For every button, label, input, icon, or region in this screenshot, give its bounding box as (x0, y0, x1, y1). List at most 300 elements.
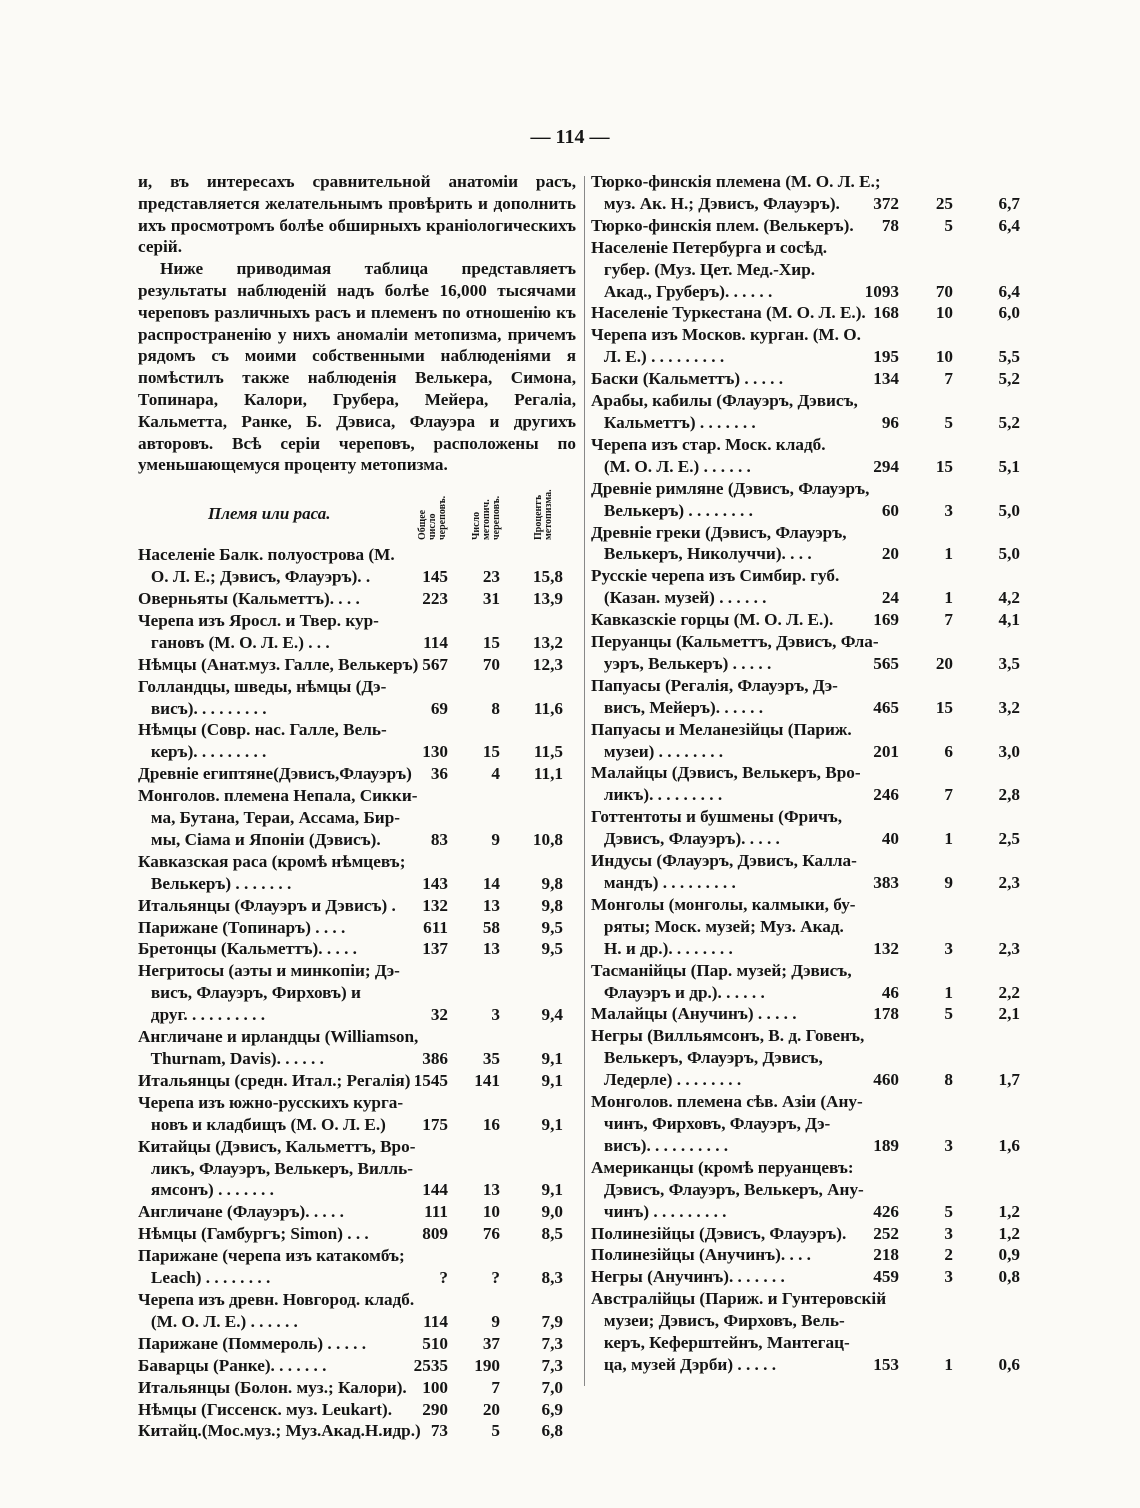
tribe-name-line: чинъ) . . . . . . . . . (591, 1201, 727, 1221)
tribe-name-line: Leach) . . . . . . . . (138, 1268, 271, 1288)
tribe-name (591, 1266, 853, 1288)
tribe-name (591, 1157, 864, 1223)
tribe-name (138, 1245, 410, 1289)
total-skulls: 100 (422, 1377, 448, 1397)
metopism-percent: 6,4 (998, 215, 1020, 235)
total-skulls: 460 (873, 1070, 899, 1090)
total-skulls: 134 (873, 369, 899, 389)
tribe-name (591, 960, 853, 1004)
tribe-name (138, 1201, 410, 1223)
tribe-name-line: ямсонъ) . . . . . . . (138, 1180, 274, 1200)
tribe-name-line: Малайцы (Анучинъ) . . . . . (591, 1004, 797, 1024)
table-row (138, 1026, 576, 1070)
table-row (591, 894, 1029, 960)
tribe-name-line: Негритосы (аэты и минкопіи; Дэ- (138, 961, 400, 981)
metopism-percent: 2,3 (998, 938, 1020, 958)
metopic-skulls: 15 (482, 632, 500, 652)
table-row (591, 522, 1029, 566)
tribe-name-line: Населеніе Петербурга и сосѣд. (591, 237, 828, 257)
tribe-name-line: Велькеръ) . . . . . . . . (591, 500, 753, 520)
table-row (138, 1289, 576, 1333)
metopism-percent: 6,8 (541, 1421, 563, 1441)
tribe-name (138, 1136, 416, 1202)
metopic-skulls: 37 (482, 1333, 500, 1353)
tribe-name-line: Населеніе Балк. полуострова (М. (138, 545, 395, 565)
tribe-name (591, 1091, 863, 1157)
tribe-name (138, 895, 410, 917)
tribe-name-line: висъ, Мейеръ). . . . . . (591, 697, 764, 717)
tribe-name-line: Баски (Кальметтъ) . . . . . (591, 369, 784, 389)
tribe-name-line: Бретонцы (Кальметтъ). . . . . (138, 939, 357, 959)
metopic-skulls: 9 (944, 873, 953, 892)
tribe-name-line: Негры (Вилльямсонъ, В. д. Говенъ, (591, 1026, 865, 1046)
table-row (138, 895, 576, 917)
total-skulls: 195 (873, 347, 899, 367)
tribe-name-line: Китайц.(Мос.муз.; Муз.Акад.Н.идр.) (138, 1421, 421, 1441)
tribe-name (591, 434, 853, 478)
tribe-name (591, 171, 881, 215)
metopic-skulls: 14 (482, 873, 500, 893)
table-row (591, 1223, 1029, 1245)
table-row (591, 675, 1029, 719)
metopism-percent: 6,7 (998, 193, 1020, 213)
tribe-name (138, 1377, 410, 1399)
tribe-name (138, 960, 410, 1026)
tribe-name-line: Thurnam, Davis). . . . . . (138, 1049, 324, 1068)
table-row (138, 763, 576, 785)
total-skulls: 46 (881, 982, 899, 1002)
tribe-name-line: Итальянцы (средн. Итал.; Регалія) (138, 1070, 411, 1090)
total-skulls: 130 (422, 742, 448, 762)
metopic-skulls: 1 (944, 1354, 953, 1374)
tribe-name (591, 1244, 853, 1266)
right-column (591, 171, 1029, 1376)
metopism-percent: 9,1 (541, 1180, 563, 1200)
table-row (591, 390, 1029, 434)
metopic-skulls: 7 (491, 1377, 500, 1397)
total-skulls: 175 (422, 1114, 448, 1134)
table-row (591, 1288, 1029, 1376)
metopic-skulls: 13 (482, 895, 500, 915)
total-skulls: 218 (873, 1245, 899, 1265)
tribe-name-line: Черепа изъ древн. Новгород. кладб. (138, 1289, 415, 1309)
tribe-name-line: ма, Бутана, Тераи, Ассама, Бир- (138, 808, 400, 828)
table-row (138, 544, 576, 588)
tribe-name-line: Китайцы (Дэвисъ, Кальметтъ, Вро- (138, 1136, 416, 1156)
tribe-name (138, 1333, 410, 1355)
tribe-name-line: ликъ). . . . . . . . . (591, 785, 723, 805)
right-table (591, 171, 1029, 1376)
metopic-column-header: Число метопич. череповъ. (471, 496, 502, 541)
table-row (591, 324, 1029, 368)
total-skulls: 60 (881, 500, 899, 520)
total-skulls: 20 (881, 544, 899, 564)
tribe-name-line: Русскіе черепа изъ Симбир. губ. (591, 566, 840, 586)
metopic-skulls: 5 (491, 1421, 500, 1441)
tribe-name-line: Кавказскіе горцы (М. О. Л. Е.). (591, 610, 834, 630)
table-row (138, 851, 576, 895)
metopism-percent: 2,1 (998, 1004, 1020, 1024)
table-row (138, 1201, 576, 1223)
tribe-name (138, 851, 410, 895)
tribe-name (138, 763, 410, 785)
tribe-name (591, 631, 879, 675)
table-row (591, 434, 1029, 478)
metopism-percent: 2,8 (998, 785, 1020, 805)
tribe-name (138, 1355, 410, 1377)
total-skulls: 459 (873, 1267, 899, 1287)
total-skulls: ? (439, 1268, 448, 1288)
metopic-skulls: 35 (482, 1049, 500, 1068)
metopic-skulls: 141 (474, 1070, 500, 1090)
total-skulls: 153 (873, 1354, 899, 1374)
metopism-percent: 0,6 (998, 1354, 1020, 1374)
metopism-percent: 13,2 (532, 632, 563, 652)
tribe-name (138, 1289, 415, 1333)
total-skulls: 168 (873, 303, 899, 323)
tribe-name-line: мы, Сіама и Японіи (Дэвисъ). (138, 829, 381, 849)
tribe-name-line: Тюрко-финскія племена (М. О. Л. Е.; (591, 172, 881, 191)
table-row (591, 302, 1029, 324)
metopism-percent: 9,1 (541, 1070, 563, 1090)
total-skulls: 24 (881, 588, 899, 608)
metopism-percent: 5,1 (998, 456, 1020, 476)
table-row (591, 1266, 1029, 1288)
tribe-name-line: Готтентоты и бушмены (Фричъ, (591, 807, 843, 827)
tribe-name-line: ряты; Моск. музей; Муз. Акад. (591, 916, 844, 936)
metopic-skulls: 76 (482, 1224, 500, 1244)
total-skulls: 32 (430, 1005, 448, 1025)
metopism-percent: 12,3 (532, 654, 563, 674)
tribe-name (591, 324, 861, 368)
metopic-skulls: 70 (482, 654, 500, 674)
tribe-name (138, 917, 410, 939)
table-row (591, 960, 1029, 1004)
tribe-name-line: Велькеръ) . . . . . . . (138, 873, 292, 893)
tribe-name (591, 675, 853, 719)
metopism-percent: 6,4 (998, 281, 1020, 301)
tribe-name (591, 762, 861, 806)
table-row (591, 368, 1029, 390)
tribe-name-line: Оверньяты (Кальметтъ). . . . (138, 588, 360, 608)
table-row (138, 1245, 576, 1289)
tribe-name-line: Монголов. племена сѣв. Азіи (Ану- (591, 1092, 863, 1112)
metopic-skulls: 3 (944, 500, 953, 520)
table-row (138, 960, 576, 1026)
metopism-percent: 7,3 (541, 1333, 563, 1353)
metopism-percent: 3,5 (998, 653, 1020, 673)
total-skulls: 252 (873, 1223, 899, 1243)
tribe-name-line: Парижане (Топинаръ) . . . . (138, 917, 346, 937)
tribe-name-line: Тасманійцы (Пар. музей; Дэвисъ, (591, 960, 852, 980)
tribe-name-line: Папуасы и Меланезійцы (Париж. (591, 719, 852, 739)
tribe-name-line: губер. (Муз. Цет. Мед.-Хир. (591, 259, 816, 279)
metopic-skulls: 1 (944, 982, 953, 1002)
table-row (138, 610, 576, 654)
tribe-name (138, 676, 410, 720)
tribe-name-line: Кавказская раса (кромѣ нѣмцевъ; (138, 851, 406, 871)
metopic-skulls: 6 (944, 741, 953, 761)
tribe-name-line: Велькеръ, Флауэръ, Дэвисъ, (591, 1048, 823, 1068)
tribe-name-line: гановъ (М. О. Л. Е.) . . . (138, 632, 330, 652)
total-skulls: 111 (424, 1202, 448, 1222)
total-skulls: 78 (881, 215, 899, 235)
metopism-percent: 10,8 (532, 829, 563, 849)
tribe-name (138, 610, 410, 654)
table-row (138, 1355, 576, 1377)
tribe-name (138, 544, 410, 588)
tribe-name-line: новъ и кладбищъ (М. О. Л. Е.) (138, 1114, 386, 1134)
tribe-name-line: висъ). . . . . . . . . . (591, 1135, 729, 1155)
total-skulls: 294 (873, 456, 899, 476)
table-row (138, 654, 576, 676)
metopism-percent: 15,8 (532, 567, 563, 587)
tribe-name-line: Флауэръ и др.). . . . . . (591, 982, 765, 1002)
tribe-name (138, 588, 410, 610)
metopism-percent: 6,0 (998, 303, 1020, 323)
tribe-name-line: ликъ, Флауэръ, Велькеръ, Вилль- (138, 1158, 413, 1178)
total-skulls: 246 (873, 785, 899, 805)
metopic-skulls: 9 (491, 1311, 500, 1331)
metopic-skulls: 9 (491, 829, 500, 849)
metopic-skulls: 7 (944, 610, 953, 630)
table-row (138, 588, 576, 610)
total-skulls: 2535 (413, 1355, 448, 1375)
table-row (591, 215, 1029, 237)
tribe-name (591, 478, 870, 522)
total-skulls: 372 (873, 193, 899, 213)
tribe-name (591, 609, 853, 631)
total-skulls: 1093 (864, 281, 899, 301)
total-skulls: 1545 (413, 1070, 448, 1090)
metopic-skulls: 16 (482, 1114, 500, 1134)
metopic-skulls: 4 (491, 764, 500, 784)
tribe-name (138, 654, 419, 676)
tribe-name-line: музеи) . . . . . . . . (591, 741, 724, 761)
tribe-name (138, 1420, 421, 1442)
metopism-percent: 9,0 (541, 1202, 563, 1222)
metopism-percent: 5,5 (998, 347, 1020, 367)
metopism-percent: 5,0 (998, 500, 1020, 520)
metopism-percent: 1,2 (998, 1223, 1020, 1243)
intro-text (138, 171, 576, 476)
tribe-name-line: Дэвисъ, Флауэръ). . . . . (591, 829, 780, 849)
left-column (138, 171, 576, 1442)
tribe-name-line: Черепа изъ Москов. курган. (М. О. (591, 325, 861, 345)
total-skulls: 223 (422, 588, 448, 608)
total-skulls: 201 (873, 741, 899, 761)
table-row (138, 1223, 576, 1245)
tribe-name-line: муз. Ак. Н.; Дэвисъ, Флауэръ). (591, 193, 840, 213)
tribe-name (138, 719, 410, 763)
metopism-percent: 5,2 (998, 412, 1020, 432)
tribe-column-header: Племя или раса. (208, 504, 331, 524)
total-skulls: 73 (430, 1421, 448, 1441)
intro-paragraph-1: и, въ интересахъ сравнительной анатоміи расъ, представляется желательнымъ провѣрить и дополнить ихъ просмотромъ болѣе обширныхъ краніологическихъ серій. (138, 172, 576, 257)
total-skulls: 290 (422, 1399, 448, 1419)
table-row (138, 1070, 576, 1092)
tribe-name-line: Негры (Анучинъ). . . . . . . (591, 1267, 785, 1287)
tribe-name-line: Индусы (Флауэръ, Дэвисъ, Калла- (591, 851, 857, 871)
table-row (138, 1420, 576, 1442)
page-number: — 114 — (530, 126, 610, 148)
total-column-header: Общее число череповъ. (417, 496, 448, 541)
metopism-percent: 11,6 (533, 698, 563, 718)
metopic-skulls: 13 (482, 939, 500, 959)
table-row (591, 762, 1029, 806)
tribe-name (591, 215, 853, 237)
metopism-percent: 5,0 (998, 544, 1020, 564)
metopic-skulls: 10 (935, 303, 953, 323)
metopism-percent: 2,2 (998, 982, 1020, 1002)
metopism-percent: 7,3 (541, 1355, 563, 1375)
total-skulls: 567 (422, 654, 448, 674)
tribe-name-line: висъ, Флауэръ, Фирховъ) и (138, 983, 361, 1003)
metopic-skulls: 10 (482, 1202, 500, 1222)
table-row (591, 1244, 1029, 1266)
metopic-skulls: 20 (482, 1399, 500, 1419)
metopism-percent: 9,1 (541, 1049, 563, 1068)
total-skulls: 143 (422, 873, 448, 893)
tribe-name-line: Тюрко-финскія плем. (Велькеръ). (591, 215, 854, 235)
tribe-name-line: Ледерле) . . . . . . . . (591, 1070, 742, 1090)
tribe-name-line: Монголы (монголы, калмыки, бу- (591, 894, 856, 914)
total-skulls: 383 (873, 873, 899, 892)
metopism-percent: 13,9 (532, 588, 563, 608)
tribe-name-line: Велькеръ, Николуччи). . . . (591, 544, 812, 564)
tribe-name-line: Древніе римляне (Дэвисъ, Флауэръ, (591, 478, 870, 498)
metopism-percent: 2,5 (998, 829, 1020, 849)
tribe-name-line: Арабы, кабилы (Флауэръ, Дэвисъ, (591, 391, 858, 411)
table-header (138, 482, 576, 544)
metopic-skulls: 15 (482, 742, 500, 762)
table-row (591, 1025, 1029, 1091)
tribe-name (138, 938, 410, 960)
tribe-name (591, 719, 853, 763)
metopic-skulls: 3 (944, 1267, 953, 1287)
metopism-percent: 11,1 (533, 764, 563, 784)
tribe-name-line: (Казан. музей) . . . . . . (591, 588, 767, 608)
metopism-percent: 3,0 (998, 741, 1020, 761)
tribe-name (591, 390, 858, 434)
tribe-name-line: Древніе египтяне(Дэвисъ,Флауэръ) (138, 764, 412, 784)
table-row (591, 806, 1029, 850)
total-skulls: 809 (422, 1224, 448, 1244)
tribe-name-line: Черепа изъ Яросл. и Твер. кур- (138, 610, 379, 630)
metopism-percent: 8,5 (541, 1224, 563, 1244)
tribe-name (591, 302, 866, 324)
total-skulls: 426 (873, 1201, 899, 1221)
metopic-skulls: 31 (482, 588, 500, 608)
tribe-name (591, 237, 853, 303)
tribe-name-line: Папуасы (Регалія, Флауэръ, Дэ- (591, 675, 838, 695)
tribe-name-line: Населеніе Туркестана (М. О. Л. Е.). (591, 303, 866, 323)
tribe-name-line: Черепа изъ стар. Моск. кладб. (591, 434, 826, 454)
total-skulls: 114 (423, 632, 448, 652)
tribe-name-line: Нѣмцы (Гиссенск. муз. Leukart). (138, 1399, 393, 1419)
tribe-name-line: Нѣмцы (Гамбургъ; Simon) . . . (138, 1224, 369, 1244)
tribe-name-line: (М. О. Л. Е.) . . . . . . (591, 456, 751, 476)
table-row (591, 1003, 1029, 1025)
tribe-name-line: Англичане и ирландцы (Williamson, (138, 1027, 419, 1047)
tribe-name (591, 1003, 853, 1025)
metopism-percent: 9,5 (541, 939, 563, 959)
metopism-percent: 4,1 (998, 610, 1020, 630)
tribe-name (591, 522, 853, 566)
metopism-percent: 1,2 (998, 1201, 1020, 1221)
total-skulls: 169 (873, 610, 899, 630)
total-skulls: 386 (422, 1049, 448, 1068)
metopic-skulls: 15 (935, 697, 953, 717)
tribe-name-line: чинъ, Фирховъ, Флауэръ, Дэ- (591, 1113, 831, 1133)
metopic-skulls: 58 (482, 917, 500, 937)
tribe-name (138, 1070, 410, 1092)
tribe-name-line: Нѣмцы (Анат.муз. Галле, Велькеръ) (138, 654, 419, 674)
total-skulls: 465 (873, 697, 899, 717)
tribe-name-line: Нѣмцы (Совр. нас. Галле, Вель- (138, 720, 387, 740)
tribe-name-line: О. Л. Е.; Дэвисъ, Флауэръ). . (138, 567, 371, 587)
metopic-skulls: 5 (944, 215, 953, 235)
tribe-name-line: Американцы (кромѣ перуанцевъ: (591, 1157, 854, 1177)
tribe-name (591, 368, 853, 390)
total-skulls: 137 (422, 939, 448, 959)
tribe-name-line: Австралійцы (Париж. и Гунтеровскій (591, 1289, 887, 1309)
tribe-name-line: Англичане (Флауэръ). . . . . (138, 1202, 344, 1222)
metopic-skulls: 8 (491, 698, 500, 718)
tribe-name (591, 1025, 865, 1091)
total-skulls: 611 (423, 917, 448, 937)
table-row (591, 478, 1029, 522)
metopism-percent: 0,8 (998, 1267, 1020, 1287)
metopic-skulls: 10 (935, 347, 953, 367)
percent-column-header: Процентъ метопизма. (533, 489, 554, 541)
table-row (138, 1092, 576, 1136)
tribe-name (591, 1223, 853, 1245)
tribe-name (591, 894, 856, 960)
tribe-name-line: Древніе греки (Дэвисъ, Флауэръ, (591, 522, 847, 542)
metopism-percent: 8,3 (541, 1268, 563, 1288)
tribe-name-line: Дэвисъ, Флауэръ, Велькеръ, Ану- (591, 1179, 864, 1199)
total-skulls: 40 (881, 829, 899, 849)
table-row (591, 565, 1029, 609)
metopism-percent: 11,5 (533, 742, 563, 762)
total-skulls: 132 (873, 938, 899, 958)
metopic-skulls: 7 (944, 369, 953, 389)
table-row (591, 850, 1029, 894)
tribe-name-line: (М. О. Л. Е.) . . . . . . (138, 1311, 298, 1331)
tribe-name-line: уэръ, Велькеръ) . . . . . (591, 653, 772, 673)
total-skulls: 114 (423, 1311, 448, 1331)
metopism-percent: 0,9 (998, 1245, 1020, 1265)
metopic-skulls: 70 (935, 281, 953, 301)
tribe-name-line: Парижане (Поммероль) . . . . . (138, 1333, 367, 1353)
metopism-percent: 3,2 (998, 697, 1020, 717)
metopic-skulls: 2 (944, 1245, 953, 1265)
total-skulls: 510 (422, 1333, 448, 1353)
total-skulls: 132 (422, 895, 448, 915)
metopic-skulls: 1 (944, 544, 953, 564)
metopic-skulls: 15 (935, 456, 953, 476)
metopism-percent: 5,2 (998, 369, 1020, 389)
total-skulls: 144 (422, 1180, 448, 1200)
left-table (138, 544, 576, 1442)
table-row (138, 719, 576, 763)
tribe-name-line: ца, музей Дэрби) . . . . . (591, 1354, 777, 1374)
tribe-name-line: Монголов. племена Непала, Сикки- (138, 786, 418, 806)
tribe-name (138, 1092, 410, 1136)
total-skulls: 145 (422, 567, 448, 587)
total-skulls: 69 (430, 698, 448, 718)
